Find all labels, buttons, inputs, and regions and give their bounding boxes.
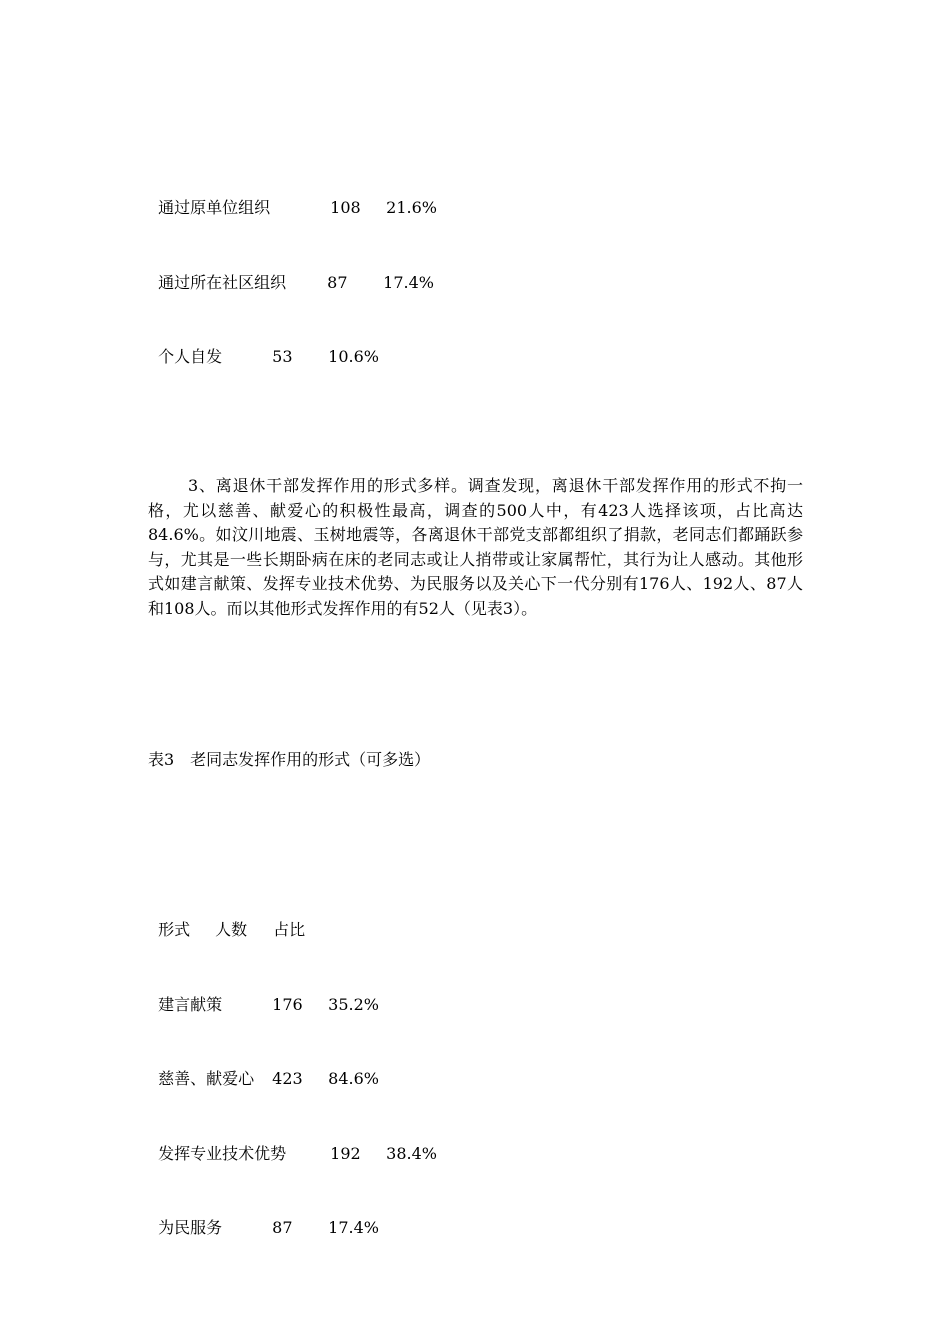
table-row bbox=[148, 253, 434, 293]
row-count: 108 bbox=[330, 198, 361, 217]
row-percent: 17.4% bbox=[328, 1218, 379, 1237]
row-label: 慈善、献爱心 bbox=[158, 1069, 255, 1088]
row-percent: 10.6% bbox=[328, 347, 379, 366]
table-caption: 表3 老同志发挥作用的形式（可多选） bbox=[148, 750, 431, 769]
table-header bbox=[148, 900, 305, 940]
row-label: 个人自发 bbox=[158, 347, 223, 366]
header-percent: 占比 bbox=[273, 920, 306, 939]
row-label: 通过原单位组织 bbox=[158, 198, 271, 217]
row-label: 通过所在社区组织 bbox=[158, 273, 287, 292]
row-percent: 84.6% bbox=[328, 1069, 379, 1088]
row-percent: 21.6% bbox=[386, 198, 437, 217]
row-count: 87 bbox=[272, 1218, 293, 1237]
table-row bbox=[148, 178, 437, 218]
row-count: 53 bbox=[272, 347, 293, 366]
row-count: 176 bbox=[272, 995, 303, 1014]
header-form: 形式 bbox=[158, 920, 191, 939]
row-label: 建言献策 bbox=[158, 995, 223, 1014]
table-row bbox=[148, 327, 379, 367]
row-percent: 38.4% bbox=[386, 1144, 437, 1163]
table-row bbox=[148, 1049, 379, 1089]
table-row bbox=[148, 1198, 379, 1238]
row-percent: 35.2% bbox=[328, 995, 379, 1014]
table-row bbox=[148, 975, 379, 1015]
body-paragraph: 3、离退休干部发挥作用的形式多样。调查发现，离退休干部发挥作用的形式不拘一格，尤以慈善、献爱心的积极性最高，调查的500人中，有423人选择该项，占比高达84.6%。如汶川地震、玉树地震等，各离退休干部党支部都组织了捐款，老同志们都踊跃参与，尤其是一些长期卧病在床的老同志或让人捎带或让家属帮忙，其行为让人感动。其他形式如建言献策、发挥专业技术优势、为民服务以及关心下一代分别有176人、192人、87人和108人。而以其他形式发挥作用的有52人（见表3）。 bbox=[148, 476, 803, 618]
row-label: 为民服务 bbox=[158, 1218, 223, 1237]
row-count: 423 bbox=[272, 1069, 303, 1088]
row-label: 发挥专业技术优势 bbox=[158, 1144, 287, 1163]
row-count: 87 bbox=[327, 273, 348, 292]
row-percent: 17.4% bbox=[383, 273, 434, 292]
header-count: 人数 bbox=[215, 920, 248, 939]
table-row bbox=[148, 1124, 437, 1164]
row-count: 192 bbox=[330, 1144, 361, 1163]
